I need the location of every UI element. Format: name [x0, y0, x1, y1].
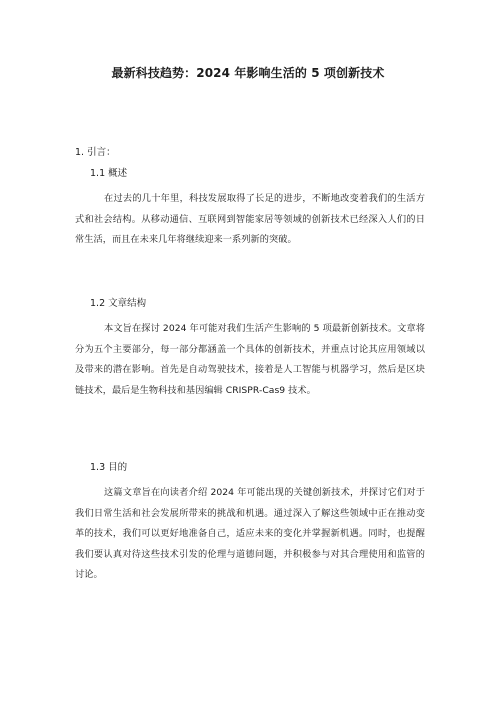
- paragraph-article-structure: 本文旨在探讨 2024 年可能对我们生活产生影响的 5 项最新创新技术。文章将分为五个主要部分，每一部分都涵盖一个具体的创新技术，并重点讨论其应用领域以及带来的潜在影响。首先是自动驾驶技术，接着是人工智能与机器学习，然后是区块链技术，最后是生物科技和基因编辑 CRISPR-Cas9 技术。: [75, 323, 425, 396]
- paragraph-purpose: 这篇文章旨在向读者介绍 2024 年可能出现的关键创新技术，并探讨它们对于我们日常生活和社会发展所带来的挑战和机遇。通过深入了解这些领域中正在推动变革的技术，我们可以更好地准备自己，适应未来的变化并掌握新机遇。同时，也提醒我们要认真对待这些技术引发的伦理与道德问题，并积极参与对其合理使用和监管的讨论。: [75, 487, 425, 580]
- subsection-heading-article-structure: 1.2 文章结构: [90, 298, 147, 309]
- section-heading-introduction: 1. 引言：: [75, 147, 116, 158]
- subsection-heading-overview: 1.1 概述: [90, 168, 128, 179]
- paragraph-overview: 在过去的几十年里，科技发展取得了长足的进步，不断地改变着我们的生活方式和社会结构。从移动通信、互联网到智能家居等领域的创新技术已经深入人们的日常生活，而且在未来几年将继续迎来一系列新的突破。: [75, 193, 425, 245]
- subsection-heading-purpose: 1.3 目的: [90, 462, 128, 473]
- document-title: 最新科技趋势：2024 年影响生活的 5 项创新技术: [111, 66, 385, 80]
